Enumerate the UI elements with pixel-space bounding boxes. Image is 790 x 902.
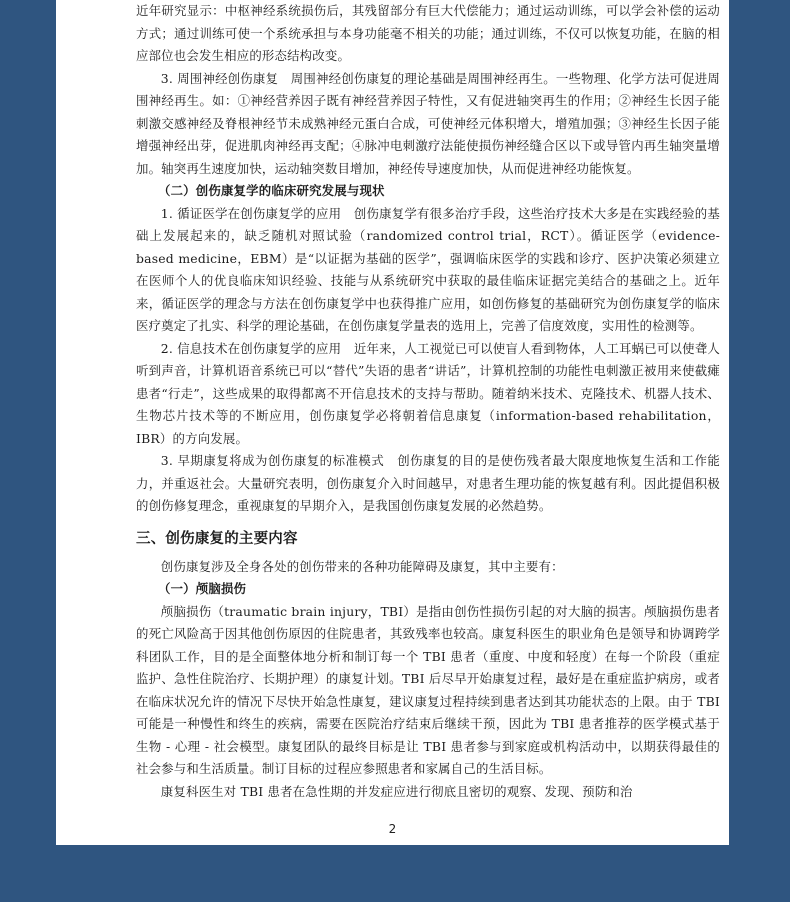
paragraph-cns-training: 近年研究显示：中枢神经系统损伤后，其残留部分有巨大代偿能力；通过运动训练，可以学会补偿的运动方式；通过训练可使一个系统承担与本身功能毫不相关的功能；通过训练，不仅可以恢复功能，在脑的相应部位也会发生相应的形态结构改变。 <box>136 3 720 63</box>
paragraph-early-rehabilitation: 3. 早期康复将成为创伤康复的标准模式 创伤康复的目的是使伤残者最大限度地恢复生活和工作能力，并重返社会。大量研究表明，创伤康复介入时间越早，对患者生理功能的恢复越有利。因此提倡积极的创伤修复理念，重视康复的早期介入，是我国创伤康复发展的必然趋势。 <box>136 453 720 513</box>
paragraph-tbi-complications: 康复科医生对 TBI 患者在急性期的并发症应进行彻底且密切的观察、发现、预防和治 <box>160 783 633 799</box>
subheading-clinical-research: （二）创伤康复学的临床研究发展与现状 <box>158 183 385 198</box>
paragraph-evidence-based-medicine: 1. 循证医学在创伤康复学的应用 创伤康复学有很多治疗手段，这些治疗技术大多是在实践经验的基础上发展起来的，缺乏随机对照试验（randomized control trial，RCT）。循证医学（evidence-based medicine，EBM）是“以证据为基础的医学”，强调临床医学的实践和诊疗、医护决策必须建立在医师个人的优良临床知识经验、技能与从系统研究中获取的最佳临床证据完美结合的基础之上。近年来，循证医学的理念与方法在创伤康复学中也获得推广应用，如创伤修复的基础研究为创伤康复学的临床医疗奠定了扎实、科学的理论基础，在创伤康复学量表的选用上，完善了信度效度，实用性的检测等。 <box>136 205 720 333</box>
paragraph-information-technology: 2. 信息技术在创伤康复学的应用 近年来，人工视觉已可以使盲人看到物体，人工耳蜗已可以使聋人听到声音，计算机语音系统已可以“替代”失语的患者“讲话”，计算机控制的功能性电刺激正被用来使截瘫患者“行走”，这些成果的取得都离不开信息技术的支持与帮助。随着纳米技术、克隆技术、机器人技术、生物芯片技术等的不断应用，创伤康复学必将朝着信息康复（information-based rehabilitation，IBR）的方向发展。 <box>136 340 720 446</box>
subheading-brain-injury: （一）颅脑损伤 <box>158 581 247 596</box>
page-number: 2 <box>388 822 397 836</box>
document-page <box>56 0 729 845</box>
paragraph-peripheral-nerve: 3. 周围神经创伤康复 周围神经创伤康复的理论基础是周围神经再生。一些物理、化学方法可促进周围神经再生。如：①神经营养因子既有神经营养因子特性，又有促进轴突再生的作用；②神经生长因子能刺激交感神经及脊根神经节未成熟神经元蛋白合成，可使神经元体积增大，增殖加强；③神经生长因子能增强神经出芽，促进肌肉神经再支配；④脉冲电刺激疗法能使损伤神经缝合区以下或导管内再生轴突量增加。轴突再生速度加快，运动轴突数目增加，神经传导速度加快，从而促进神经功能恢复。 <box>136 70 720 176</box>
paragraph-tbi-definition: 颅脑损伤（traumatic brain injury，TBI）是指由创伤性损伤引起的对大脑的损害。颅脑损伤患者的死亡风险高于因其他创伤原因的住院患者，其致残率也较高。康复科医生的职业角色是领导和协调跨学科团队工作，目的是全面整体地分析和制订每一个 TBI 患者（重度、中度和轻度）在每一个阶段（重症监护、急性住院治疗、长期护理）的康复计划。TBI 后尽早开始康复过程，最好是在重症监护病房，或者在临床状况允许的情况下尽快开始急性康复，建议康复过程持续到患者达到其功能状态的上限。由于 TBI 可能是一种慢性和终生的疾病，需要在医院治疗结束后继续干预，因此为 TBI 患者推荐的医学模式基于生物 - 心理 - 社会模型。康复团队的最终目标是让 TBI 患者参与到家庭或机构活动中，以期获得最佳的社会参与和生活质量。制订目标的过程应参照患者和家属自己的生活目标。 <box>136 603 720 776</box>
section-heading-main-content: 三、创伤康复的主要内容 <box>136 530 298 547</box>
paragraph-section-intro: 创伤康复涉及全身各处的创伤带来的各种功能障碍及康复，其中主要有： <box>160 558 564 574</box>
page-body <box>136 0 720 803</box>
